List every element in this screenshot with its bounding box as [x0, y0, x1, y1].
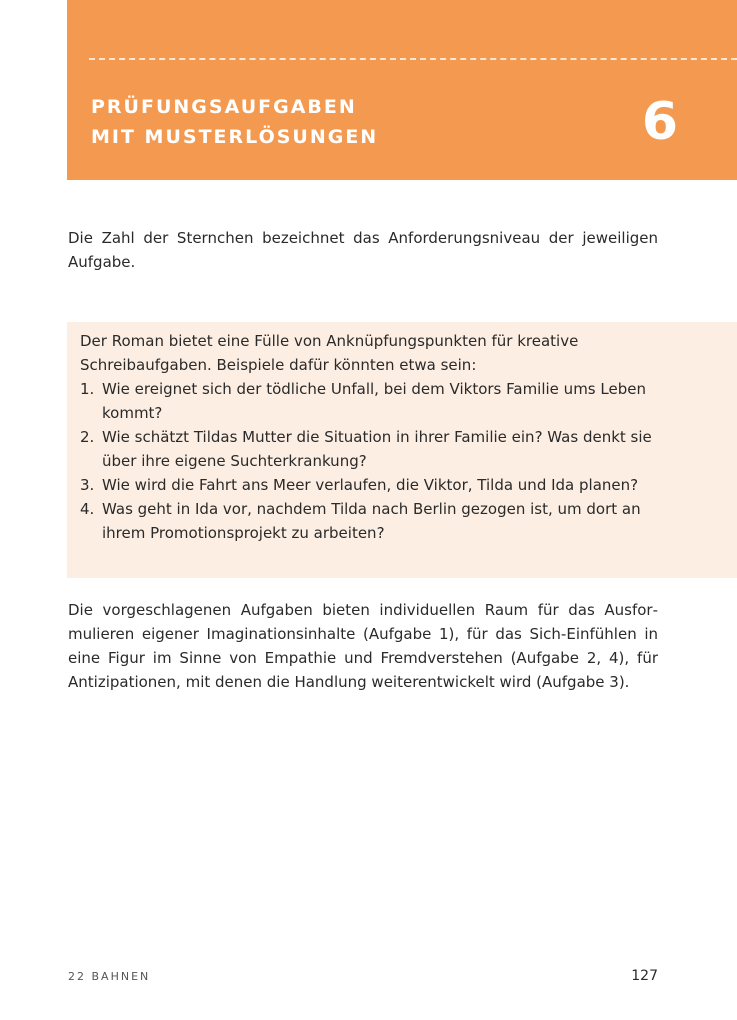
task-box-content [80, 329, 658, 545]
task-item-number: 4. [80, 500, 95, 518]
task-item [80, 377, 658, 425]
chapter-number: 6 [641, 92, 679, 152]
chapter-header-band [67, 0, 737, 180]
task-item-text: Wie schätzt Tildas Mutter die Situation in ihrer Familie ein? Was denkt sie über ihre eigene Suchterkrankung? [102, 428, 652, 470]
task-item-text: Wie ereignet sich der tödliche Unfall, bei dem Viktors Familie ums Leben kommt? [102, 380, 646, 422]
outro-paragraph: Die vorgeschlagenen Aufgaben bieten individuellen Raum für das Ausformulieren eigener Imaginationsinhalte (Aufgabe 1), für das Sich-Einfühlen in eine Figur im Sinne von Empathie und Fremdverstehen (Aufgabe 2, 4), für Antizipationen, mit denen die Handlung weiterentwickelt wird (Aufgabe 3). [68, 601, 658, 691]
footer-page-number: 127 [631, 968, 658, 984]
intro-paragraph: Die Zahl der Sternchen bezeichnet das Anforderungsniveau der jeweiligen Aufgabe. [68, 229, 658, 271]
task-list [80, 377, 658, 545]
task-box-lead: Der Roman bietet eine Fülle von Anknüpfungspunkten für kreative Schreibaufgaben. Beispiele dafür könnten etwa sein: [80, 332, 579, 374]
task-item-text: Was geht in Ida vor, nachdem Tilda nach Berlin gezogen ist, um dort an ihrem Promotionsprojekt zu arbeiten? [102, 500, 641, 542]
chapter-title-line-1: PRÜFUNGSAUFGABEN [91, 96, 357, 118]
footer-series-name: 22 BAHNEN [68, 970, 151, 983]
task-item [80, 473, 658, 497]
task-item-number: 2. [80, 428, 95, 446]
task-item-number: 3. [80, 476, 95, 494]
header-dashed-rule [89, 58, 737, 60]
task-item [80, 497, 658, 545]
task-item-number: 1. [80, 380, 95, 398]
task-box [67, 322, 737, 578]
chapter-title-line-2: MIT MUSTERLÖSUNGEN [91, 126, 379, 148]
task-item [80, 425, 658, 473]
chapter-title [91, 92, 378, 152]
task-item-text: Wie wird die Fahrt ans Meer verlaufen, die Viktor, Tilda und Ida planen? [102, 476, 639, 494]
